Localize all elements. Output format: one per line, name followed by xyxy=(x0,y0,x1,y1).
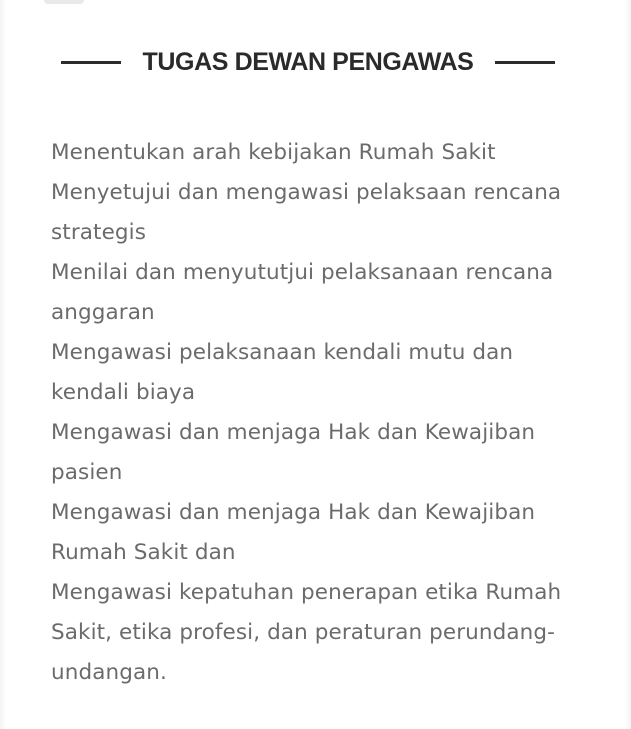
duty-item: Menilai dan menyututjui pelaksanaan rencana anggaran xyxy=(51,260,554,325)
duty-item: Mengawasi pelaksanaan kendali mutu dan kendali biaya xyxy=(51,340,514,405)
top-edge-decoration xyxy=(44,0,84,4)
duty-item: Menyetujui dan mengawasi pelaksaan rencana strategis xyxy=(51,180,562,245)
duty-item: Mengawasi dan menjaga Hak dan Kewajiban pasien xyxy=(51,420,536,485)
heading-rule-right xyxy=(495,61,555,64)
section-title: TUGAS DEWAN PENGAWAS xyxy=(142,47,474,76)
section-heading xyxy=(51,42,565,82)
duty-item: Mengawasi dan menjaga Hak dan Kewajiban Rumah Sakit dan xyxy=(51,500,536,565)
heading-rule-left xyxy=(61,61,121,64)
duties-list xyxy=(51,133,591,693)
duty-item: Mengawasi kepatuhan penerapan etika Rumah Sakit, etika profesi, dan peraturan perundang- undangan. xyxy=(51,580,562,685)
duty-item: Menentukan arah kebijakan Rumah Sakit xyxy=(51,140,496,165)
